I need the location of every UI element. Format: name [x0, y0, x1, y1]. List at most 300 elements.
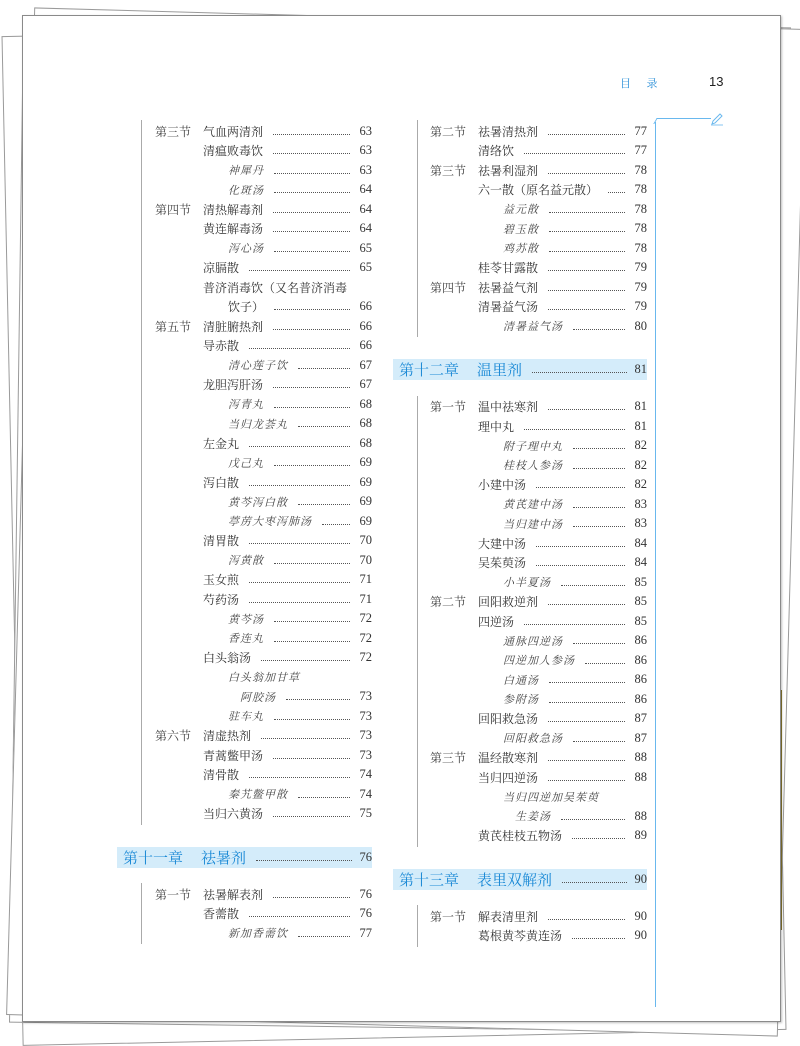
- chapter-heading[interactable]: [393, 359, 647, 380]
- leader-dots: [274, 309, 350, 310]
- leader-dots: [561, 819, 625, 820]
- entry-title: 香连丸: [228, 632, 264, 645]
- leader-dots: [549, 231, 625, 232]
- toc-section-entry[interactable]: [430, 592, 647, 611]
- entry-page: 87: [634, 730, 647, 745]
- chapter-title: 祛暑剂: [201, 848, 247, 867]
- entry-title: 白头翁加甘草: [228, 671, 300, 684]
- entry-page: 88: [634, 808, 647, 823]
- toc-entry[interactable]: [478, 180, 647, 199]
- entry-page: 88: [634, 750, 647, 764]
- section-label: 第三节: [430, 751, 467, 765]
- toc-entry[interactable]: [203, 336, 372, 355]
- toc-entry[interactable]: [503, 436, 647, 455]
- entry-page: 78: [634, 182, 647, 196]
- leader-dots: [274, 192, 350, 193]
- entry-title: 导赤散: [203, 339, 240, 353]
- toc-entry[interactable]: [478, 417, 647, 436]
- entry-title: 黄芪建中汤: [503, 498, 563, 511]
- entry-page: 64: [359, 182, 372, 196]
- entry-title: 温经散寒剂: [478, 751, 539, 765]
- leader-dots: [273, 153, 350, 154]
- toc-entry[interactable]: [503, 456, 647, 475]
- entry-page: 73: [359, 747, 372, 762]
- leader-dots: [549, 251, 625, 252]
- entry-title: 桂苓甘露散: [478, 261, 539, 275]
- margin-bracket-line: [655, 122, 656, 1007]
- toc-entry[interactable]: [228, 453, 372, 472]
- toc-entry[interactable]: [503, 239, 647, 258]
- toc-entry[interactable]: [478, 926, 647, 945]
- entry-title: 回阳救急汤: [478, 712, 539, 726]
- entry-title: 神犀丹: [228, 164, 264, 177]
- entry-title: 回阳救逆剂: [478, 595, 539, 609]
- chapter-number: 第十一章: [123, 848, 184, 867]
- toc-entry[interactable]: [203, 804, 372, 823]
- leader-dots: [274, 465, 350, 466]
- entry-page: 86: [634, 691, 647, 706]
- entry-title: 黄芩汤: [228, 612, 264, 626]
- toc-entry[interactable]: [503, 787, 647, 806]
- leader-dots: [249, 916, 350, 917]
- entry-page: 71: [359, 572, 372, 586]
- entry-title: 清瘟败毒饮: [203, 144, 264, 158]
- entry-page: 78: [634, 162, 647, 177]
- leader-dots: [548, 409, 625, 410]
- entry-title: 泻青丸: [228, 398, 264, 411]
- entry-page: 65: [359, 240, 372, 255]
- toc-entry[interactable]: [203, 590, 372, 609]
- toc-entry[interactable]: [203, 904, 372, 923]
- toc-entry[interactable]: [203, 434, 372, 453]
- entry-title: 香薷散: [203, 907, 240, 921]
- entry-page: 81: [634, 418, 647, 433]
- entry-title: 六一散（原名益元散）: [478, 183, 599, 197]
- entry-page: 66: [359, 299, 372, 313]
- toc-entry[interactable]: [478, 768, 647, 787]
- leader-dots: [548, 290, 625, 291]
- section-label: 第六节: [155, 729, 192, 743]
- toc-entry[interactable]: [228, 239, 372, 258]
- entry-title: 当归建中汤: [503, 517, 563, 531]
- entry-title: 生姜汤: [515, 810, 551, 823]
- leader-dots: [573, 448, 625, 449]
- toc-section-entry[interactable]: [430, 122, 647, 141]
- entry-title: 当归六黄汤: [203, 807, 264, 821]
- entry-title: 左金丸: [203, 436, 240, 451]
- entry-page: 65: [359, 260, 372, 274]
- toc-entry[interactable]: [503, 219, 647, 238]
- entry-title: 芍药汤: [203, 592, 240, 607]
- entry-title: 大建中汤: [478, 536, 527, 551]
- entry-page: 86: [634, 672, 647, 686]
- entry-title: 白通汤: [503, 673, 539, 687]
- toc-section-entry[interactable]: [430, 161, 647, 180]
- entry-page: 78: [634, 240, 647, 255]
- entry-page: 70: [359, 533, 372, 547]
- leader-dots: [548, 919, 625, 920]
- entry-page: 82: [634, 457, 647, 472]
- entry-title: 驻车丸: [228, 710, 264, 723]
- toc-section-entry[interactable]: [430, 907, 647, 926]
- leader-dots: [298, 426, 350, 427]
- toc-entry[interactable]: [228, 180, 372, 199]
- group-divider-line: [417, 120, 418, 337]
- toc-entry[interactable]: [478, 612, 647, 631]
- entry-page: 77: [634, 123, 647, 138]
- entry-title: 四逆汤: [478, 614, 515, 629]
- entry-title: 阿胶汤: [240, 690, 276, 704]
- leader-dots: [273, 387, 350, 388]
- entry-title: 化斑汤: [228, 183, 264, 197]
- entry-page: 88: [634, 769, 647, 784]
- entry-page: 86: [634, 652, 647, 667]
- leader-dots: [562, 882, 626, 883]
- entry-title: 青蒿鳖甲汤: [203, 748, 264, 763]
- leader-dots: [573, 643, 625, 644]
- entry-page: 78: [634, 221, 647, 235]
- toc-entry[interactable]: [478, 297, 647, 316]
- toc-entry[interactable]: [228, 924, 372, 943]
- leader-dots: [573, 507, 625, 508]
- entry-page: 73: [359, 708, 372, 723]
- leader-dots: [273, 134, 350, 135]
- toc-entry[interactable]: [503, 495, 647, 514]
- leader-dots: [249, 485, 350, 486]
- toc-entry[interactable]: [203, 375, 372, 394]
- leader-dots: [572, 838, 625, 839]
- toc-entry[interactable]: [228, 414, 372, 433]
- entry-page: 68: [359, 435, 372, 450]
- toc-entry[interactable]: [228, 668, 372, 687]
- entry-title: 参附汤: [503, 693, 539, 706]
- leader-dots: [274, 173, 350, 174]
- entry-title: 清虚热剂: [203, 729, 252, 743]
- leader-dots: [261, 738, 350, 739]
- toc-entry[interactable]: [503, 690, 647, 709]
- entry-page: 80: [634, 318, 647, 333]
- entry-page: 64: [359, 201, 372, 216]
- toc-entry[interactable]: [228, 492, 372, 511]
- leader-dots: [548, 604, 625, 605]
- chapter-page: 76: [359, 849, 372, 864]
- pen-icon: [710, 112, 724, 126]
- toc-entry[interactable]: [478, 826, 647, 845]
- leader-dots: [274, 719, 350, 720]
- section-label: 第二节: [430, 124, 467, 139]
- entry-title: 碧玉散: [503, 222, 539, 236]
- entry-title: 解表清里剂: [478, 909, 539, 924]
- entry-page: 85: [634, 594, 647, 608]
- toc-entry[interactable]: [228, 785, 372, 804]
- leader-dots: [585, 663, 625, 664]
- entry-title: 清脏腑热剂: [203, 319, 264, 334]
- entry-title: 葶苈大枣泻肺汤: [228, 515, 312, 528]
- toc-entry[interactable]: [228, 395, 372, 414]
- leader-dots: [274, 251, 350, 252]
- entry-page: 79: [634, 260, 647, 274]
- leader-dots: [548, 270, 625, 271]
- toc-entry[interactable]: [203, 531, 372, 550]
- entry-page: 74: [359, 786, 372, 801]
- toc-entry[interactable]: [478, 553, 647, 572]
- entry-title: 小半夏汤: [503, 576, 551, 589]
- section-label: 第四节: [155, 202, 192, 217]
- leader-dots: [298, 797, 350, 798]
- entry-page: 66: [359, 338, 372, 352]
- toc-entry[interactable]: [503, 200, 647, 219]
- entry-page: 76: [359, 906, 372, 920]
- toc-entry[interactable]: [228, 609, 372, 628]
- leader-dots: [273, 758, 350, 759]
- entry-page: 84: [634, 535, 647, 550]
- entry-title: 鸡苏散: [503, 242, 539, 255]
- toc-entry[interactable]: [503, 631, 647, 650]
- chapter-heading[interactable]: [393, 869, 647, 890]
- entry-title: 玉女煎: [203, 573, 240, 587]
- toc-section-entry[interactable]: [155, 122, 372, 141]
- toc-entry[interactable]: [228, 297, 372, 316]
- toc-entry[interactable]: [228, 707, 372, 726]
- entry-title: 当归四逆汤: [478, 770, 539, 785]
- leader-dots: [548, 173, 625, 174]
- toc-entry[interactable]: [228, 512, 372, 531]
- toc-entry[interactable]: [240, 687, 372, 706]
- entry-page: 76: [359, 886, 372, 901]
- entry-title: 小建中汤: [478, 478, 527, 492]
- leader-dots: [548, 134, 625, 135]
- entry-page: 67: [359, 357, 372, 372]
- entry-page: 75: [359, 806, 372, 820]
- leader-dots: [573, 526, 625, 527]
- section-label: 第二节: [430, 595, 467, 609]
- entry-title: 秦艽鳖甲散: [228, 788, 288, 801]
- entry-page: 74: [359, 767, 372, 781]
- toc-section-entry[interactable]: [430, 278, 647, 297]
- chapter-page: 90: [634, 871, 647, 886]
- running-header-title: 目 录: [620, 77, 664, 90]
- entry-title: 泻心汤: [228, 242, 264, 255]
- entry-page: 89: [634, 828, 647, 842]
- toc-entry[interactable]: [203, 648, 372, 667]
- toc-entry[interactable]: [228, 161, 372, 180]
- entry-page: 66: [359, 318, 372, 333]
- entry-page: 79: [634, 279, 647, 294]
- leader-dots: [249, 543, 350, 544]
- entry-page: 67: [359, 377, 372, 391]
- entry-title: 祛暑益气剂: [478, 280, 539, 295]
- entry-title: 黄芩泻白散: [228, 495, 288, 509]
- entry-page: 81: [634, 399, 647, 413]
- group-divider-line: [417, 396, 418, 847]
- entry-page: 87: [634, 711, 647, 725]
- leader-dots: [256, 860, 351, 861]
- entry-page: 83: [634, 496, 647, 511]
- chapter-title: 温里剂: [477, 361, 523, 379]
- leader-dots: [549, 682, 625, 683]
- leader-dots: [536, 546, 625, 547]
- toc-entry[interactable]: [203, 765, 372, 784]
- entry-title: 通脉四逆汤: [503, 634, 563, 648]
- entry-page: 73: [359, 689, 372, 703]
- toc-entry[interactable]: [203, 570, 372, 589]
- entry-page: 73: [359, 728, 372, 742]
- entry-page: 63: [359, 162, 372, 177]
- leader-dots: [298, 368, 350, 369]
- entry-title: 龙胆泻肝汤: [203, 378, 264, 392]
- group-divider-line: [141, 120, 142, 825]
- entry-title: 温中祛寒剂: [478, 400, 539, 414]
- section-label: 第四节: [430, 280, 467, 295]
- leader-dots: [536, 565, 625, 566]
- toc-section-entry[interactable]: [430, 748, 647, 767]
- toc-entry[interactable]: [228, 356, 372, 375]
- entry-page: 82: [634, 477, 647, 491]
- toc-entry[interactable]: [203, 473, 372, 492]
- toc-entry[interactable]: [203, 258, 372, 277]
- entry-page: 64: [359, 221, 372, 235]
- entry-title: 凉膈散: [203, 261, 240, 275]
- entry-title: 清暑益气汤: [503, 320, 563, 333]
- toc-entry[interactable]: [228, 629, 372, 648]
- leader-dots: [273, 816, 350, 817]
- entry-title: 清骨散: [203, 768, 240, 782]
- group-divider-line: [141, 883, 142, 944]
- entry-title: 四逆加人参汤: [503, 654, 575, 667]
- chapter-number: 第十二章: [399, 361, 460, 379]
- leader-dots: [249, 348, 350, 349]
- toc-entry[interactable]: [503, 317, 647, 336]
- entry-page: 90: [634, 928, 647, 942]
- toc-entry[interactable]: [478, 709, 647, 728]
- leader-dots: [548, 780, 625, 781]
- group-divider-line: [417, 905, 418, 947]
- entry-page: 79: [634, 299, 647, 313]
- entry-title: 清络饮: [478, 144, 515, 158]
- page-number: 13: [709, 74, 724, 89]
- leader-dots: [249, 446, 350, 447]
- entry-page: 78: [634, 201, 647, 216]
- entry-title: 泻黄散: [228, 554, 264, 567]
- entry-page: 69: [359, 455, 372, 469]
- entry-title: 黄芪桂枝五物汤: [478, 829, 563, 843]
- leader-dots: [532, 372, 626, 373]
- toc-entry[interactable]: [503, 651, 647, 670]
- entry-page: 90: [634, 908, 647, 923]
- entry-page: 69: [359, 474, 372, 489]
- toc-entry[interactable]: [228, 551, 372, 570]
- entry-title: 清热解毒剂: [203, 202, 264, 217]
- leader-dots: [548, 721, 625, 722]
- leader-dots: [572, 938, 625, 939]
- entry-page: 71: [359, 591, 372, 606]
- entry-title: 普济消毒饮（又名普济消毒: [203, 280, 348, 295]
- section-label: 第一节: [430, 400, 467, 414]
- leader-dots: [573, 468, 625, 469]
- leader-dots: [273, 897, 350, 898]
- entry-title: 理中丸: [478, 419, 515, 434]
- entry-page: 63: [359, 123, 372, 138]
- section-label: 第三节: [430, 163, 467, 178]
- entry-page: 63: [359, 143, 372, 157]
- entry-page: 69: [359, 513, 372, 528]
- entry-title: 饮子）: [228, 300, 265, 314]
- leader-dots: [249, 602, 350, 603]
- toc-section-entry[interactable]: [155, 726, 372, 745]
- toc-section-entry[interactable]: [155, 317, 372, 336]
- entry-title: 当归龙荟丸: [228, 417, 288, 431]
- toc-entry[interactable]: [478, 258, 647, 277]
- leader-dots: [273, 231, 350, 232]
- toc-entry[interactable]: [203, 746, 372, 765]
- entry-page: 72: [359, 611, 372, 625]
- entry-page: 69: [359, 494, 372, 508]
- leader-dots: [573, 741, 625, 742]
- chapter-heading[interactable]: [117, 847, 372, 868]
- toc-entry[interactable]: [478, 534, 647, 553]
- leader-dots: [524, 429, 625, 430]
- leader-dots: [261, 660, 350, 661]
- entry-page: 68: [359, 416, 372, 430]
- toc-entry[interactable]: [478, 475, 647, 494]
- leader-dots: [298, 936, 350, 937]
- entry-page: 77: [359, 925, 372, 940]
- section-label: 第一节: [430, 909, 467, 924]
- leader-dots: [322, 524, 350, 525]
- leader-dots: [249, 270, 350, 271]
- section-label: 第五节: [155, 319, 192, 334]
- toc-entry[interactable]: [515, 807, 647, 826]
- toc-entry[interactable]: [503, 514, 647, 533]
- entry-title: 黄连解毒汤: [203, 222, 264, 236]
- leader-dots: [273, 212, 350, 213]
- margin-bracket-line: [659, 118, 711, 119]
- toc-entry[interactable]: [203, 141, 372, 160]
- entry-page: 70: [359, 552, 372, 567]
- toc-section-entry[interactable]: [155, 885, 372, 904]
- leader-dots: [298, 504, 350, 505]
- entry-page: 82: [634, 438, 647, 452]
- entry-title: 回阳救急汤: [503, 732, 563, 745]
- entry-title: 泻白散: [203, 475, 240, 490]
- entry-title: 清胃散: [203, 534, 240, 548]
- entry-page: 85: [634, 574, 647, 589]
- toc-entry[interactable]: [503, 573, 647, 592]
- entry-title: 祛暑清热剂: [478, 124, 539, 139]
- entry-title: 清心莲子饮: [228, 359, 288, 372]
- toc-entry[interactable]: [478, 141, 647, 160]
- toc-entry[interactable]: [503, 670, 647, 689]
- entry-page: 72: [359, 630, 372, 645]
- toc-section-entry[interactable]: [155, 200, 372, 219]
- leader-dots: [274, 563, 350, 564]
- entry-page: 77: [634, 143, 647, 157]
- entry-title: 气血两清剂: [203, 124, 264, 139]
- entry-title: 祛暑解表剂: [203, 887, 264, 902]
- toc-entry[interactable]: [203, 219, 372, 238]
- entry-page: 85: [634, 613, 647, 628]
- section-label: 第三节: [155, 124, 192, 139]
- leader-dots: [548, 309, 625, 310]
- leader-dots: [249, 777, 350, 778]
- entry-title: 戊己丸: [228, 456, 264, 470]
- toc-section-entry[interactable]: [430, 397, 647, 416]
- entry-title: 新加香薷饮: [228, 927, 288, 940]
- toc-entry[interactable]: [503, 729, 647, 748]
- leader-dots: [548, 760, 625, 761]
- toc-entry[interactable]: [203, 278, 372, 297]
- leader-dots: [274, 641, 350, 642]
